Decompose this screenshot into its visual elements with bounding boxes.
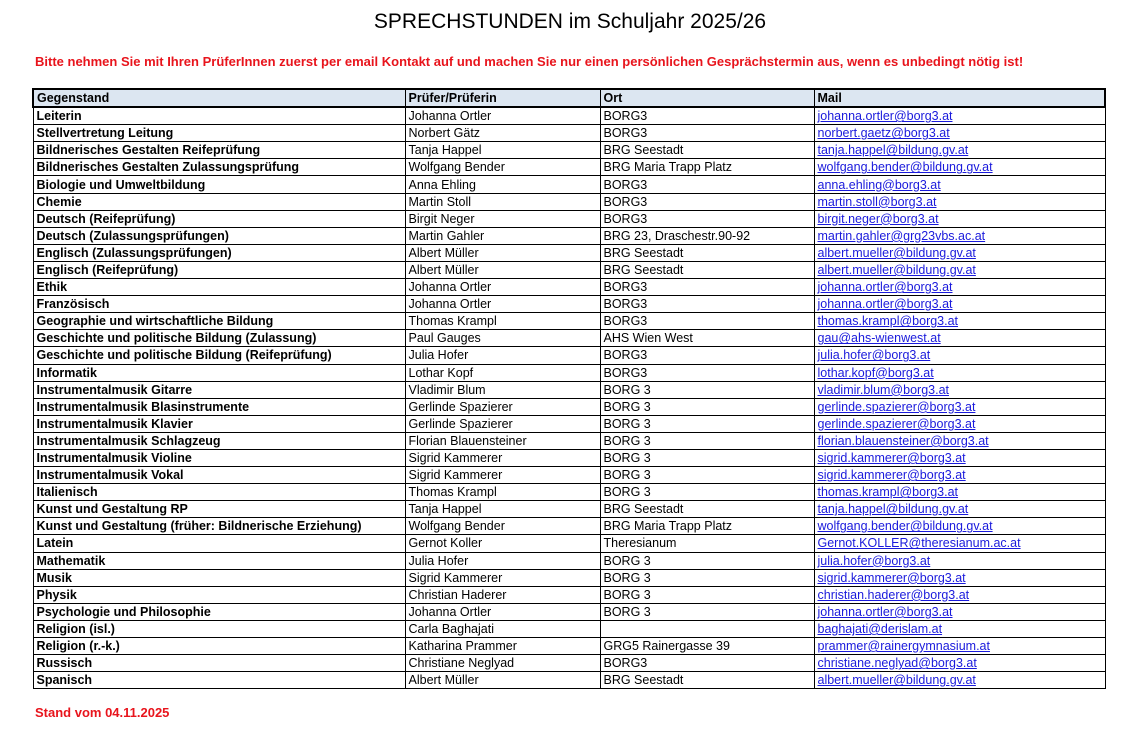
table-row [33,552,1105,569]
subject-cell: Bildnerisches Gestalten Reifeprüfung [33,142,405,159]
status-date: Stand vom 04.11.2025 [35,705,170,720]
table-row [33,603,1105,620]
mail-link[interactable]: wolfgang.bender@bildung.gv.at [814,518,1105,535]
subject-cell: Religion (r.-k.) [33,638,405,655]
examiner-cell: Gerlinde Spazierer [405,398,600,415]
location-cell: BORG 3 [600,552,814,569]
table-row [33,279,1105,296]
subject-cell: Geschichte und politische Bildung (Reifeprüfung) [33,347,405,364]
table-row [33,261,1105,278]
table-row [33,364,1105,381]
examiner-cell: Thomas Krampl [405,484,600,501]
subject-cell: Mathematik [33,552,405,569]
examiner-cell: Julia Hofer [405,347,600,364]
location-cell: BORG3 [600,210,814,227]
table-row [33,107,1105,125]
table-row [33,296,1105,313]
table-row [33,142,1105,159]
mail-link[interactable]: christiane.neglyad@borg3.at [814,655,1105,672]
mail-link[interactable]: gau@ahs-wienwest.at [814,330,1105,347]
location-cell: BORG3 [600,364,814,381]
table-row [33,467,1105,484]
mail-link[interactable]: lothar.kopf@borg3.at [814,364,1105,381]
subject-cell: Instrumentalmusik Violine [33,449,405,466]
header-mail: Mail [814,89,1105,107]
mail-link[interactable]: johanna.ortler@borg3.at [814,296,1105,313]
examiner-cell: Tanja Happel [405,142,600,159]
mail-link[interactable]: florian.blauensteiner@borg3.at [814,432,1105,449]
examiner-cell: Albert Müller [405,261,600,278]
table-row [33,193,1105,210]
examiner-cell: Carla Baghajati [405,620,600,637]
table-row [33,586,1105,603]
location-cell: BORG3 [600,176,814,193]
mail-link[interactable]: christian.haderer@borg3.at [814,586,1105,603]
table-row [33,449,1105,466]
table-row [33,330,1105,347]
mail-link[interactable]: johanna.ortler@borg3.at [814,603,1105,620]
mail-link[interactable]: birgit.neger@borg3.at [814,210,1105,227]
location-cell: BORG3 [600,107,814,125]
location-cell: BORG 3 [600,569,814,586]
location-cell: BRG Seestadt [600,501,814,518]
location-cell: BORG 3 [600,415,814,432]
examiner-cell: Vladimir Blum [405,381,600,398]
mail-link[interactable]: thomas.krampl@borg3.at [814,484,1105,501]
subject-cell: Latein [33,535,405,552]
subject-cell: Instrumentalmusik Gitarre [33,381,405,398]
table-row [33,347,1105,364]
location-cell: BRG Seestadt [600,261,814,278]
mail-link[interactable]: julia.hofer@borg3.at [814,552,1105,569]
location-cell: BORG3 [600,193,814,210]
subject-cell: Russisch [33,655,405,672]
subject-cell: Leiterin [33,107,405,125]
subject-cell: Psychologie und Philosophie [33,603,405,620]
mail-link[interactable]: sigrid.kammerer@borg3.at [814,467,1105,484]
table-row [33,415,1105,432]
location-cell: BRG 23, Draschestr.90-92 [600,227,814,244]
table-row [33,484,1105,501]
contact-notice: Bitte nehmen Sie mit Ihren PrüferInnen zuerst per email Kontakt auf und machen Sie nur einen persönlichen Gesprächstermin aus, wenn es unbedingt nötig ist! [35,54,1024,69]
location-cell: BRG Seestadt [600,244,814,261]
examiner-cell: Gernot Koller [405,535,600,552]
subject-cell: Kunst und Gestaltung RP [33,501,405,518]
table-row [33,501,1105,518]
mail-link[interactable]: thomas.krampl@borg3.at [814,313,1105,330]
examiner-cell: Lothar Kopf [405,364,600,381]
table-header-row [33,89,1105,107]
location-cell: BORG 3 [600,603,814,620]
page-title: SPRECHSTUNDEN im Schuljahr 2025/26 [373,10,767,33]
table-row [33,518,1105,535]
examiner-cell: Johanna Ortler [405,279,600,296]
examiner-cell: Johanna Ortler [405,107,600,125]
mail-link[interactable]: albert.mueller@bildung.gv.at [814,672,1105,689]
header-subject: Gegenstand [33,89,405,107]
mail-link[interactable]: sigrid.kammerer@borg3.at [814,569,1105,586]
examiner-cell: Anna Ehling [405,176,600,193]
table-row [33,620,1105,637]
mail-link[interactable]: martin.gahler@grg23vbs.ac.at [814,227,1105,244]
table-row [33,125,1105,142]
table-row [33,176,1105,193]
mail-link[interactable]: martin.stoll@borg3.at [814,193,1105,210]
examiner-cell: Birgit Neger [405,210,600,227]
subject-cell: Instrumentalmusik Blasinstrumente [33,398,405,415]
mail-link[interactable]: tanja.happel@bildung.gv.at [814,142,1105,159]
examiner-cell: Florian Blauensteiner [405,432,600,449]
location-cell: GRG5 Rainergasse 39 [600,638,814,655]
location-cell: BORG 3 [600,586,814,603]
subject-cell: Englisch (Zulassungsprüfungen) [33,244,405,261]
mail-link[interactable]: albert.mueller@bildung.gv.at [814,261,1105,278]
examiner-cell: Albert Müller [405,244,600,261]
subject-cell: Musik [33,569,405,586]
mail-link[interactable]: norbert.gaetz@borg3.at [814,125,1105,142]
subject-cell: Instrumentalmusik Vokal [33,467,405,484]
table-row [33,638,1105,655]
examiner-cell: Norbert Gätz [405,125,600,142]
subject-cell: Ethik [33,279,405,296]
examiner-cell: Gerlinde Spazierer [405,415,600,432]
location-cell: BORG3 [600,125,814,142]
subject-cell: Kunst und Gestaltung (früher: Bildnerische Erziehung) [33,518,405,535]
location-cell: BORG 3 [600,484,814,501]
subject-cell: Geschichte und politische Bildung (Zulassung) [33,330,405,347]
examiner-cell: Paul Gauges [405,330,600,347]
subject-cell: Englisch (Reifeprüfung) [33,261,405,278]
mail-link[interactable]: julia.hofer@borg3.at [814,347,1105,364]
table-row [33,398,1105,415]
mail-link[interactable]: gerlinde.spazierer@borg3.at [814,415,1105,432]
table-row [33,535,1105,552]
location-cell: BRG Seestadt [600,142,814,159]
location-cell: BORG3 [600,347,814,364]
examiner-cell: Julia Hofer [405,552,600,569]
location-cell: BORG3 [600,313,814,330]
table-row [33,432,1105,449]
mail-link[interactable]: anna.ehling@borg3.at [814,176,1105,193]
examiner-cell: Katharina Prammer [405,638,600,655]
table-body [33,107,1105,689]
subject-cell: Geographie und wirtschaftliche Bildung [33,313,405,330]
location-cell: BORG 3 [600,449,814,466]
location-cell: BORG3 [600,655,814,672]
subject-cell: Instrumentalmusik Schlagzeug [33,432,405,449]
header-location: Ort [600,89,814,107]
subject-cell: Bildnerisches Gestalten Zulassungsprüfung [33,159,405,176]
location-cell: BRG Maria Trapp Platz [600,518,814,535]
mail-link[interactable]: prammer@rainergymnasium.at [814,638,1105,655]
examiner-cell: Tanja Happel [405,501,600,518]
mail-link[interactable]: vladimir.blum@borg3.at [814,381,1105,398]
examiner-cell: Wolfgang Bender [405,159,600,176]
table-row [33,210,1105,227]
table-row [33,313,1105,330]
examiner-cell: Sigrid Kammerer [405,449,600,466]
location-cell: BRG Seestadt [600,672,814,689]
mail-link[interactable]: tanja.happel@bildung.gv.at [814,501,1105,518]
table-row [33,672,1105,689]
examiner-cell: Sigrid Kammerer [405,467,600,484]
table-row [33,381,1105,398]
location-cell: BORG 3 [600,432,814,449]
mail-link[interactable]: baghajati@derislam.at [814,620,1105,637]
subject-cell: Informatik [33,364,405,381]
location-cell [600,620,814,637]
location-cell: Theresianum [600,535,814,552]
table-row [33,244,1105,261]
subject-cell: Biologie und Umweltbildung [33,176,405,193]
table-row [33,227,1105,244]
location-cell: BORG3 [600,279,814,296]
table-row [33,655,1105,672]
office-hours-table [32,88,1106,689]
mail-link[interactable]: johanna.ortler@borg3.at [814,279,1105,296]
mail-link[interactable]: albert.mueller@bildung.gv.at [814,244,1105,261]
subject-cell: Spanisch [33,672,405,689]
location-cell: BORG3 [600,296,814,313]
location-cell: BORG 3 [600,467,814,484]
mail-link[interactable]: Gernot.KOLLER@theresianum.ac.at [814,535,1105,552]
examiner-cell: Albert Müller [405,672,600,689]
examiner-cell: Johanna Ortler [405,603,600,620]
subject-cell: Französisch [33,296,405,313]
mail-link[interactable]: wolfgang.bender@bildung.gv.at [814,159,1105,176]
mail-link[interactable]: gerlinde.spazierer@borg3.at [814,398,1105,415]
examiner-cell: Christian Haderer [405,586,600,603]
header-examiner: Prüfer/Prüferin [405,89,600,107]
examiner-cell: Wolfgang Bender [405,518,600,535]
subject-cell: Deutsch (Zulassungsprüfungen) [33,227,405,244]
location-cell: AHS Wien West [600,330,814,347]
examiner-cell: Martin Stoll [405,193,600,210]
table-row [33,159,1105,176]
mail-link[interactable]: johanna.ortler@borg3.at [814,107,1105,125]
subject-cell: Stellvertretung Leitung [33,125,405,142]
mail-link[interactable]: sigrid.kammerer@borg3.at [814,449,1105,466]
examiner-cell: Johanna Ortler [405,296,600,313]
subject-cell: Physik [33,586,405,603]
location-cell: BRG Maria Trapp Platz [600,159,814,176]
subject-cell: Italienisch [33,484,405,501]
subject-cell: Instrumentalmusik Klavier [33,415,405,432]
examiner-cell: Thomas Krampl [405,313,600,330]
examiner-cell: Christiane Neglyad [405,655,600,672]
subject-cell: Religion (isl.) [33,620,405,637]
table-row [33,569,1105,586]
subject-cell: Deutsch (Reifeprüfung) [33,210,405,227]
examiner-cell: Sigrid Kammerer [405,569,600,586]
location-cell: BORG 3 [600,381,814,398]
examiner-cell: Martin Gahler [405,227,600,244]
location-cell: BORG 3 [600,398,814,415]
subject-cell: Chemie [33,193,405,210]
